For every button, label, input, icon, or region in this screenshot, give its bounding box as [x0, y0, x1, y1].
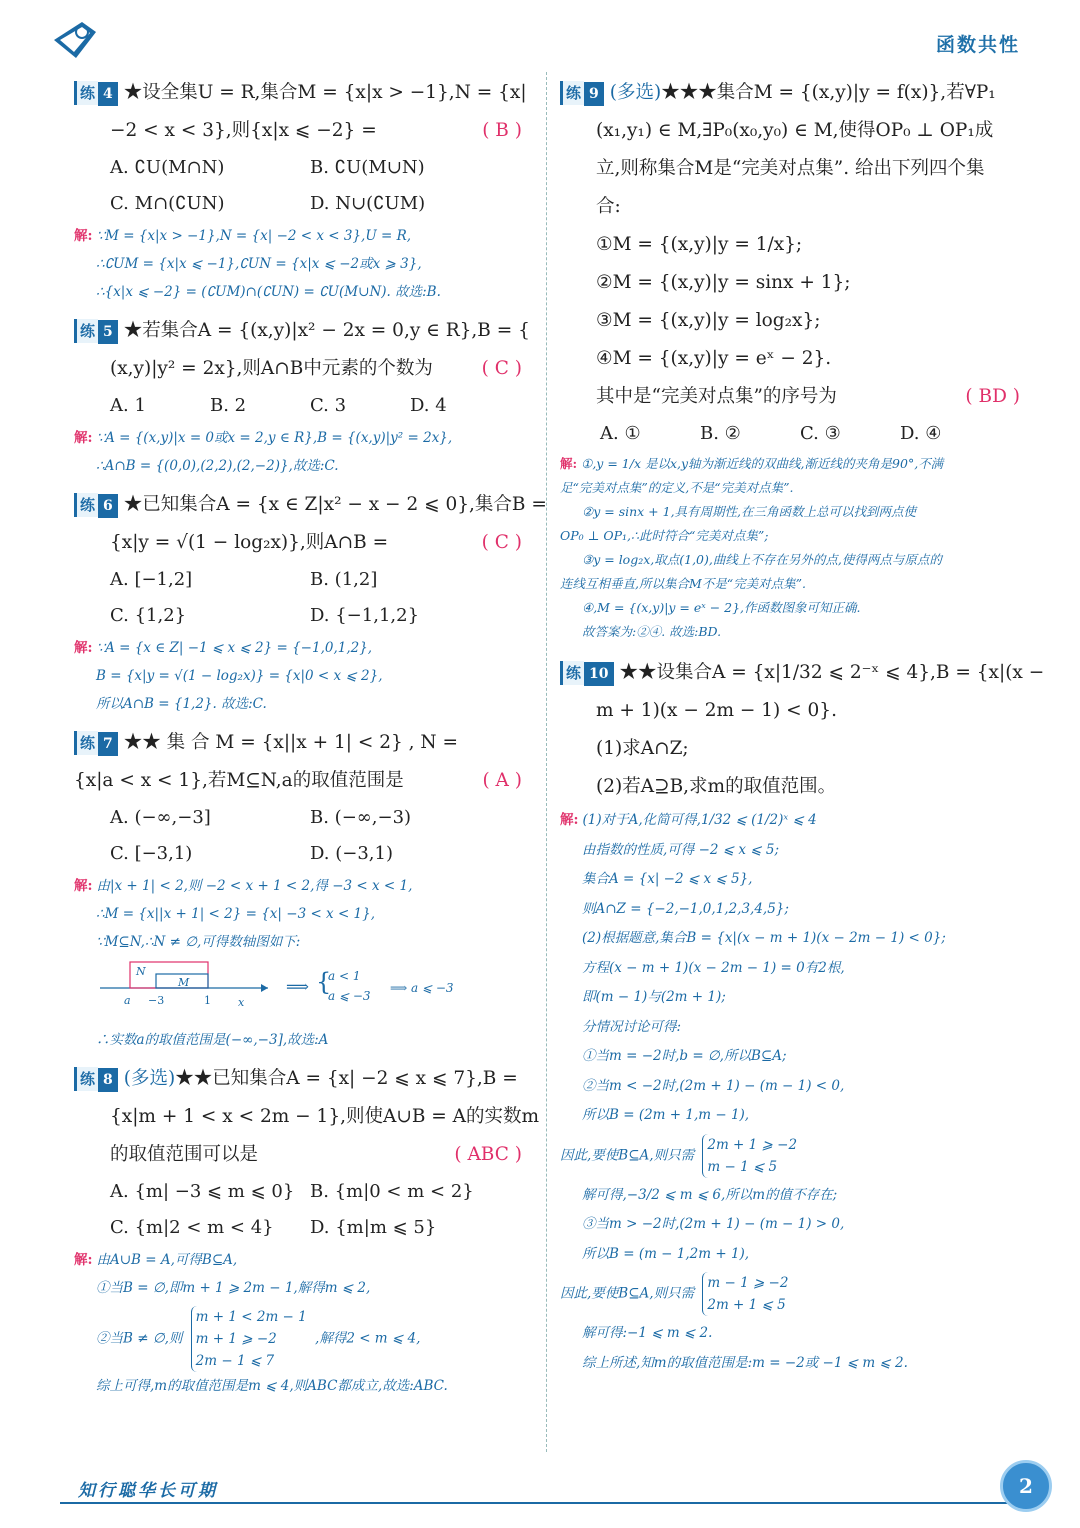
set-item-3: ③M = {(x,y)|y = log₂x}; — [596, 310, 821, 331]
option-a: A. ∁U(M∩N) — [110, 157, 225, 178]
sub-question-2: (2)若A⊇B,求m的取值范围。 — [596, 776, 837, 797]
problem-4 — [74, 74, 532, 306]
question-text: ★★★集合M = {(x,y)|y = f(x)},若∀P₁ — [661, 82, 996, 103]
label-a: a — [124, 994, 131, 1007]
option-a: A. 1 — [110, 395, 146, 416]
left-column — [74, 74, 547, 1406]
option-b: B. ② — [700, 423, 741, 444]
question-text: {x|y = √(1 − log₂x)},则A∩B = — [110, 532, 389, 553]
problem-tag: 练 10 — [560, 661, 614, 685]
column-divider — [546, 72, 547, 1452]
option-b: B. (1,2] — [310, 569, 378, 590]
footer-rule — [60, 1502, 1020, 1504]
page-number: 2 — [1000, 1460, 1052, 1512]
right-column — [560, 74, 1045, 1384]
problem-6 — [74, 486, 547, 718]
problem-8 — [74, 1060, 540, 1400]
option-a: A. (−∞,−3] — [110, 807, 211, 828]
question-text: ★若集合A = {(x,y)|x² − 2x = 0,y ∈ R},B = { — [123, 320, 530, 341]
problem-10 — [560, 654, 1045, 1378]
option-c: C. [−3,1) — [110, 843, 193, 864]
condition-1: a < 1 — [328, 969, 361, 983]
label-1: 1 — [204, 994, 211, 1007]
answer: ( C ) — [481, 532, 522, 553]
option-c: C. M∩(∁UN) — [110, 193, 225, 214]
number-line-diagram — [98, 958, 458, 1020]
label-m: M — [178, 976, 190, 989]
question-text: ★设全集U = R,集合M = {x|x > −1},N = {x| — [123, 82, 527, 103]
multi-select-label: (多选) — [609, 82, 662, 103]
option-d: D. (−3,1) — [310, 843, 393, 864]
problem-7 — [74, 724, 532, 1054]
answer: ( A ) — [482, 770, 522, 791]
condition-2: a ⩽ −3 — [328, 989, 371, 1003]
answer: ( BD ) — [965, 386, 1020, 407]
question-text: 其中是“完美对点集”的序号为 — [596, 386, 837, 407]
option-b: B. ∁U(M∪N) — [310, 157, 425, 178]
option-d: D. 4 — [410, 395, 447, 416]
answer: ( B ) — [482, 120, 522, 141]
label-minus3: −3 — [148, 994, 165, 1007]
solution: 解: ∵A = {x ∈ Z| −1 ⩽ x ⩽ 2} = {−1,0,1,2}, B = {x|y = √(1 − log₂x)} = {x|0 < x ⩽ 2}, 所以A∩B = {1,2}. 故选:C. — [74, 640, 383, 712]
question-text: m + 1)(x − 2m − 1) < 0}. — [596, 700, 837, 721]
option-c: C. ③ — [800, 423, 841, 444]
set-item-1: ①M = {(x,y)|y = 1/x}; — [596, 234, 803, 255]
set-item-2: ②M = {(x,y)|y = sinx + 1}; — [596, 272, 851, 293]
label-n: N — [136, 965, 146, 978]
option-d: D. ④ — [900, 423, 942, 444]
question-text: 立,则称集合M是“完美对点集”. 给出下列四个集 — [596, 158, 985, 179]
solution: 解: 由A∪B = A,可得B⊆A, ①当B = ∅,即m + 1 ⩾ 2m − 1,解得m ⩽ 2, ②当B ≠ ∅,则 m + 1 < 2m − 1 m + 1 ⩾ −2 2m − 1 ⩽ 7 ,解得2 < m ⩽ 4, 综上可得,m的取值范围是m ⩽ 4,则ABC都成立,故选:ABC. — [74, 1252, 448, 1394]
solution: 解: ∵M = {x|x > −1},N = {x| −2 < x < 3},U = R, ∴∁UM = {x|x ⩽ −1},∁UN = {x|x ⩽ −2或x ⩾ 3}, ∴{x|x ⩽ −2} = (∁UM)∩(∁UN) = ∁U(M∪N). 故选:B. — [74, 228, 441, 300]
problem-tag: 练 9 — [560, 81, 604, 105]
option-d: D. {−1,1,2} — [310, 605, 420, 626]
question-text: ★★已知集合A = {x| −2 ⩽ x ⩽ 7},B = — [175, 1068, 518, 1089]
problem-9 — [560, 74, 1030, 644]
option-c: C. {1,2} — [110, 605, 187, 626]
condition-result: ⟹ a ⩽ −3 — [390, 981, 454, 995]
option-d: D. {m|m ⩽ 5} — [310, 1217, 437, 1238]
question-text: ★★ 集 合 M = {x||x + 1| < 2} , N = — [123, 732, 458, 753]
question-text: 的取值范围可以是 — [110, 1144, 259, 1165]
svg-text:⟹: ⟹ — [286, 977, 309, 996]
question-text: {x|m + 1 < x < 2m − 1},则使A∪B = A的实数m — [110, 1106, 540, 1127]
problem-tag: 练 6 — [74, 493, 118, 517]
option-c: C. 3 — [310, 395, 347, 416]
answer: ( ABC ) — [454, 1144, 522, 1165]
solution: 解: 由|x + 1| < 2,则 −2 < x + 1 < 2,得 −3 < x < 1, ∴M = {x||x + 1| < 2} = {x| −3 < x < 1}, ∵M⊆N,∴N ≠ ∅,可得数轴图如下: — [74, 878, 413, 950]
problem-tag: 练 4 — [74, 81, 118, 105]
option-d: D. N∪(∁UM) — [310, 193, 426, 214]
problem-tag: 练 8 — [74, 1067, 118, 1091]
option-b: B. {m|0 < m < 2} — [310, 1181, 474, 1202]
option-b: B. (−∞,−3) — [310, 807, 412, 828]
option-b: B. 2 — [210, 395, 247, 416]
solution: 解: ①,y = 1/x 是以x,y轴为渐近线的双曲线,渐近线的夹角是90°,不满 足“完美对点集”的定义,不是“完美对点集”. ②y = sinx + 1,具有周期性,在三角函数上总可以找到两点使 OP₀ ⊥ OP₁,∴此时符合“完美对点集”; ③y = log₂x,取点(1,0),曲线上不存在另外的点,使得两点与原点的 连线互相垂直,所以集合M不是“完美对点集”. ④,M = {(x,y)|y = eˣ − 2},作函数图象可知正确. 故答案为:②④. 故选:BD. — [560, 456, 944, 639]
multi-select-label: (多选) — [123, 1068, 176, 1089]
solution: 解: ∵A = {(x,y)|x = 0或x = 2,y ∈ R},B = {(x,y)|y² = 2x}, ∴A∩B = {(0,0),(2,2),(2,−2)},故选:C. — [74, 430, 453, 474]
publisher-logo-icon — [52, 18, 100, 62]
option-a: A. ① — [600, 423, 641, 444]
option-a: A. {m| −3 ⩽ m ⩽ 0} — [110, 1181, 295, 1202]
question-text: {x|a < x < 1},若M⊆N,a的取值范围是 — [74, 770, 404, 791]
label-x: x — [238, 996, 245, 1009]
solution-conclusion: ∴实数a的取值范围是(−∞,−3],故选:A — [96, 1032, 329, 1048]
option-a: A. [−1,2] — [110, 569, 193, 590]
footer-slogan: 知行聪华长可期 — [78, 1481, 218, 1501]
problem-5 — [74, 312, 532, 480]
question-text: 合: — [596, 196, 621, 217]
question-text: −2 < x < 3},则{x|x ⩽ −2} = — [110, 120, 377, 141]
sub-question-1: (1)求A∩Z; — [596, 738, 689, 759]
svg-text:{: { — [316, 968, 332, 996]
set-item-4: ④M = {(x,y)|y = eˣ − 2}. — [596, 348, 832, 369]
solution: 解: (1)对于A,化简可得,1/32 ⩽ (1/2)ˣ ⩽ 4 由指数的性质,可得 −2 ⩽ x ⩽ 5; 集合A = {x| −2 ⩽ x ⩽ 5}, 则A∩Z = {−2,−1,0,1,2,3,4,5}; (2)根据题意,集合B = {x|(x − m + 1)(x − 2m − 1) < 0}; 方程(x − m + 1)(x − 2m − 1) = 0有2根, 即(m − 1)与(2m + 1); 分情况讨论可得: ①当m = −2时,b = ∅,所以B⊆A; ②当m < −2时,(2m + 1) − (m − 1) < 0, 所以B = (2m + 1,m − 1), 因此,要使B⊆A,则只需 2m + 1 ⩾ −2 m − 1 ⩽ 5 解可得,−3/2 ⩽ m ⩽ 6,所以m的值不存在; ③当m > −2时,(2m + 1) − (m − 1) > 0, 所以B = (m − 1,2m + 1), 因此,要使B⊆A,则只需 m − 1 ⩾ −2 2m + 1 ⩽ 5 解可得:−1 ⩽ m ⩽ 2. 综上所述,知m的取值范围是:m = −2或 −1 ⩽ m ⩽ 2. — [560, 812, 946, 1371]
question-text: ★已知集合A = {x ∈ Z|x² − x − 2 ⩽ 0},集合B = — [123, 494, 547, 515]
question-text: ★★设集合A = {x|1/32 ⩽ 2⁻ˣ ⩽ 4},B = {x|(x − — [619, 662, 1045, 683]
problem-tag: 练 7 — [74, 731, 118, 755]
page-header-title: 函数共性 — [935, 34, 1020, 56]
option-c: C. {m|2 < m < 4} — [110, 1217, 274, 1238]
question-text: (x,y)|y² = 2x},则A∩B中元素的个数为 — [110, 358, 433, 379]
problem-tag: 练 5 — [74, 319, 118, 343]
answer: ( C ) — [481, 358, 522, 379]
question-text: (x₁,y₁) ∈ M,∃P₀(x₀,y₀) ∈ M,使得OP₀ ⊥ OP₁成 — [596, 120, 994, 141]
